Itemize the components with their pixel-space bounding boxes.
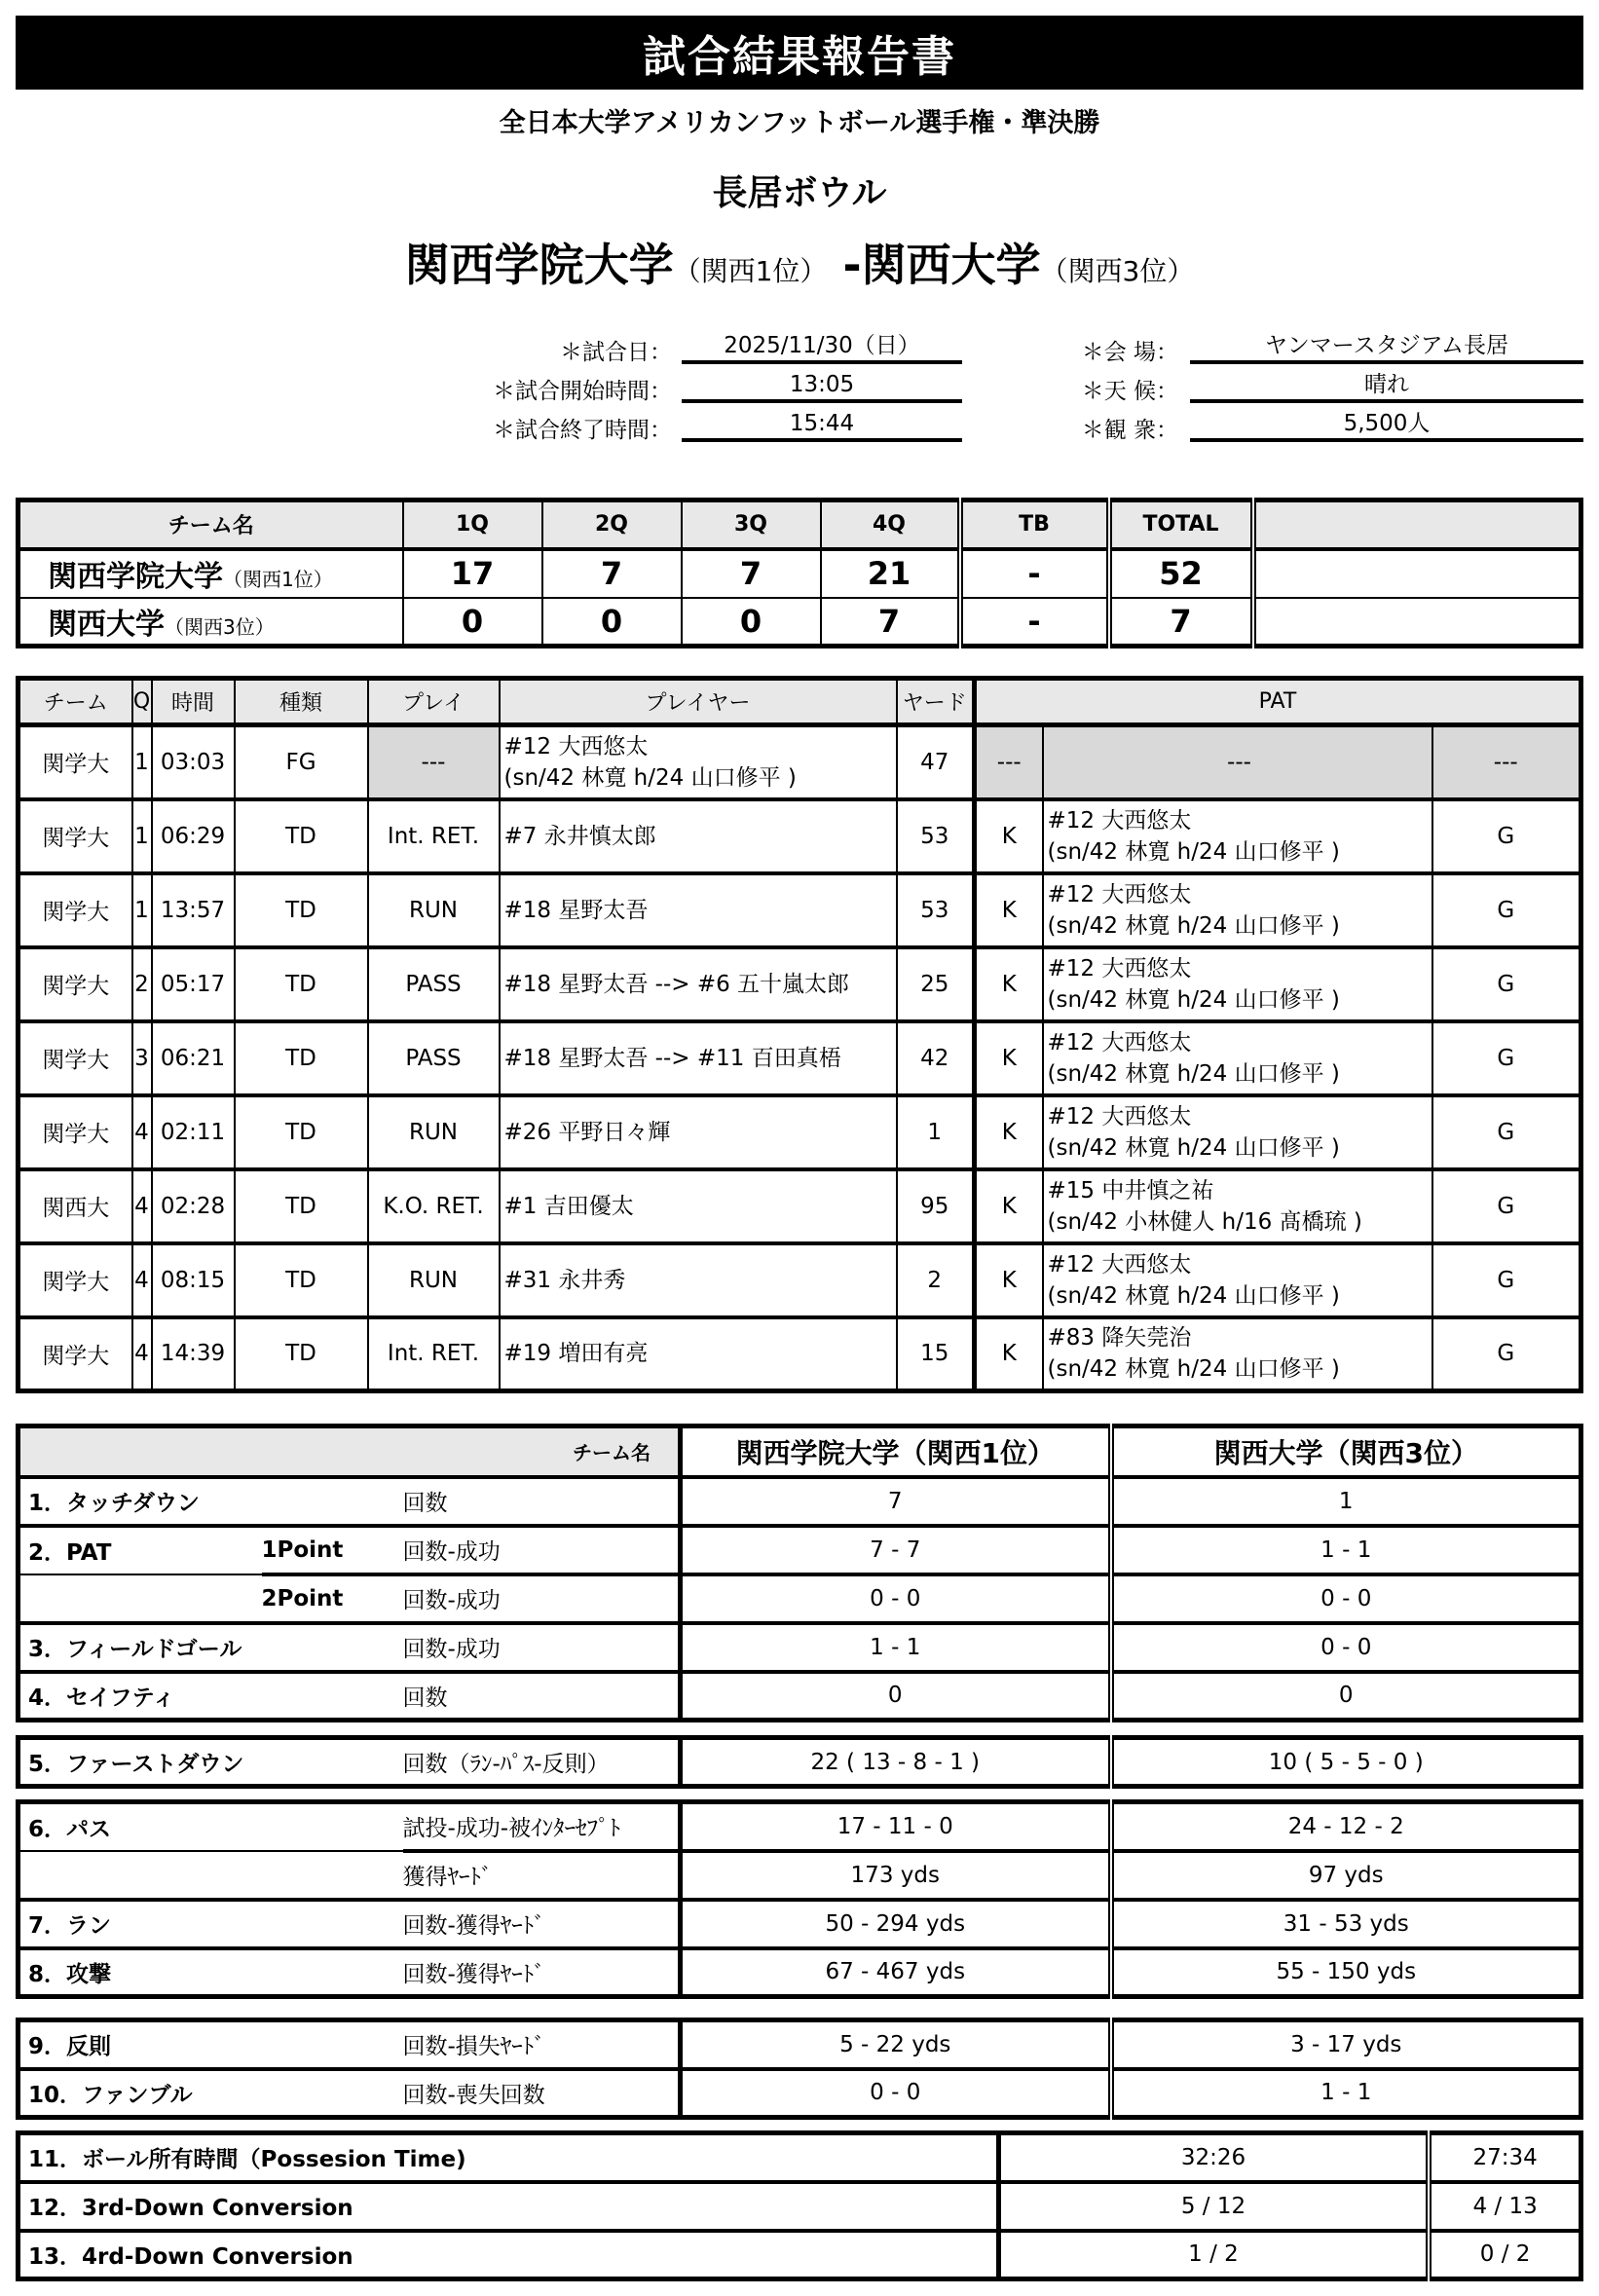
score-2q: 7 xyxy=(542,549,682,598)
pat-player xyxy=(1043,947,1432,1021)
header-time: 時間 xyxy=(152,679,235,725)
matchup-title xyxy=(0,230,1599,294)
play-quarter: 2 xyxy=(132,947,152,1021)
play-kind: PASS xyxy=(368,1021,500,1095)
stat-row-third-down xyxy=(19,2182,1581,2231)
pat-result: G xyxy=(1432,1021,1581,1095)
play-player xyxy=(500,799,897,873)
stat-row-fourth-down xyxy=(19,2231,1581,2279)
pat-kicker: #12 大西悠太 xyxy=(1047,1103,1192,1129)
play-type: TD xyxy=(235,799,368,873)
stat-row-offense xyxy=(19,1948,1581,1997)
end-time-value: 15:44 xyxy=(682,409,962,442)
stat-value-team1: 50 - 294 yds xyxy=(681,1900,1111,1948)
stat-sublabel: 回数（ﾗﾝ-ﾊﾟｽ-反則） xyxy=(403,1738,681,1787)
header-total: TOTAL xyxy=(1109,500,1253,549)
stat-sublabel: 回数 xyxy=(403,1477,681,1526)
away-team-rank: （関西3位） xyxy=(1040,255,1195,287)
play-quarter: 3 xyxy=(132,1021,152,1095)
stat-value-team2: 0 - 0 xyxy=(1111,1623,1581,1672)
stat-value-team2: 27:34 xyxy=(1429,2133,1580,2182)
play-time: 06:21 xyxy=(152,1021,235,1095)
play-team: 関学大 xyxy=(19,1021,132,1095)
stat-value-team1: 1 - 1 xyxy=(681,1623,1111,1672)
score-team xyxy=(19,598,403,647)
score-2q: 0 xyxy=(542,598,682,647)
stat-value-team1: 5 - 22 yds xyxy=(681,2020,1111,2069)
stat-sublabel: 回数-損失ﾔｰﾄﾞ xyxy=(403,2020,681,2069)
team-name: 関西学院大学 xyxy=(48,560,223,594)
play-team: 関学大 xyxy=(19,1095,132,1169)
pat-holders: (sn/42 林寛 h/24 山口修平 ) xyxy=(1047,1356,1340,1383)
pat-player xyxy=(1043,1169,1432,1243)
pat-type: K xyxy=(975,1021,1043,1095)
stat-row-fumble xyxy=(19,2069,1581,2118)
play-player xyxy=(500,1243,897,1317)
play-time: 02:28 xyxy=(152,1169,235,1243)
player-main: #18 星野太吾 xyxy=(503,897,649,923)
player-main: #7 永井慎太郎 xyxy=(503,823,656,849)
venue-value: ヤンマースタジアム長居 xyxy=(1190,331,1583,364)
header-1q: 1Q xyxy=(403,500,542,549)
play-type: TD xyxy=(235,947,368,1021)
play-player xyxy=(500,1021,897,1095)
stat-label: 8．攻撃 xyxy=(19,1948,262,1997)
stat-value-team2: 55 - 150 yds xyxy=(1111,1948,1581,1997)
player-main: #18 星野太吾 --> #11 百田真梧 xyxy=(503,1045,841,1071)
stat-label: 10．ファンブル xyxy=(19,2069,262,2118)
stat-value-team2: 4 / 13 xyxy=(1429,2182,1580,2231)
scoring-play-row xyxy=(19,1317,1581,1391)
play-quarter: 1 xyxy=(132,873,152,947)
play-yards: 25 xyxy=(897,947,975,1021)
scoring-play-row xyxy=(19,873,1581,947)
stat-value-team1: 7 - 7 xyxy=(681,1526,1111,1574)
score-1q: 17 xyxy=(403,549,542,598)
header-blank xyxy=(1253,500,1581,549)
stat-value-team2: 0 xyxy=(1111,1672,1581,1721)
play-yards: 1 xyxy=(897,1095,975,1169)
stats-table-firstdown xyxy=(16,1735,1583,1789)
pat-result: G xyxy=(1432,1095,1581,1169)
stat-value-team1: 0 - 0 xyxy=(681,2069,1111,2118)
stat-sublabel: 回数-成功 xyxy=(403,1526,681,1574)
pat-result: G xyxy=(1432,1169,1581,1243)
play-yards: 53 xyxy=(897,873,975,947)
scoreboard-header xyxy=(19,500,1581,549)
stat-row-safety xyxy=(19,1672,1581,1721)
score-row xyxy=(19,549,1581,598)
play-quarter: 4 xyxy=(132,1169,152,1243)
play-kind: Int. RET. xyxy=(368,1317,500,1391)
pat-kicker: #12 大西悠太 xyxy=(1047,1251,1192,1278)
play-yards: 53 xyxy=(897,799,975,873)
stat-value-team2: 1 xyxy=(1111,1477,1581,1526)
score-tb: - xyxy=(960,598,1109,647)
play-team: 関西大 xyxy=(19,1169,132,1243)
stat-row-pass-yards xyxy=(19,1851,1581,1900)
score-tb: - xyxy=(960,549,1109,598)
stat-label: 4．セイフティ xyxy=(19,1672,262,1721)
pat-player xyxy=(1043,1021,1432,1095)
header-type: 種類 xyxy=(235,679,368,725)
stat-row-possession xyxy=(19,2133,1581,2182)
stat-value-team1: 0 xyxy=(681,1672,1111,1721)
stat-value-team2: 24 - 12 - 2 xyxy=(1111,1802,1581,1851)
pat-type: K xyxy=(975,1317,1043,1391)
play-time: 03:03 xyxy=(152,725,235,799)
date-label: ＊試合日： xyxy=(560,340,672,365)
pat-kicker: --- xyxy=(1227,749,1251,775)
team-rank: （関西3位） xyxy=(165,614,275,639)
team-rank: （関西1位） xyxy=(223,568,333,591)
play-kind: RUN xyxy=(368,1095,500,1169)
player-main: #19 増田有亮 xyxy=(503,1341,649,1367)
play-player xyxy=(500,947,897,1021)
stat-sublabel: 回数-獲得ﾔｰﾄﾞ xyxy=(403,1900,681,1948)
stat-label: 11．ボール所有時間（Possesion Time) xyxy=(19,2133,999,2182)
stats-table-offense xyxy=(16,1799,1583,1999)
pat-player xyxy=(1043,1095,1432,1169)
scoring-play-row xyxy=(19,1095,1581,1169)
pat-type: K xyxy=(975,947,1043,1021)
play-player xyxy=(500,873,897,947)
pat-holders: (sn/42 林寛 h/24 山口修平 ) xyxy=(1047,1134,1340,1161)
pat-kicker: #12 大西悠太 xyxy=(1047,1029,1192,1055)
pat-kicker: #12 大西悠太 xyxy=(1047,807,1192,833)
player-main: #26 平野日々輝 xyxy=(503,1119,671,1145)
pat-result: G xyxy=(1432,1317,1581,1391)
bowl-name: 長居ボウル xyxy=(712,173,887,213)
pat-holders: (sn/42 林寛 h/24 山口修平 ) xyxy=(1047,1282,1340,1309)
stats-table-efficiency xyxy=(16,2130,1583,2281)
stats-table-scoring xyxy=(16,1424,1583,1722)
plays-header xyxy=(19,679,1581,725)
stat-sublabel: 回数 xyxy=(403,1672,681,1721)
stat-row-run xyxy=(19,1900,1581,1948)
home-team-rank: （関西1位） xyxy=(673,255,828,287)
stat-row-pass-attempts xyxy=(19,1802,1581,1851)
play-quarter: 4 xyxy=(132,1095,152,1169)
stat-category: 1Point xyxy=(262,1526,403,1574)
stat-label: 6．パス xyxy=(28,1816,112,1842)
stat-row-touchdown xyxy=(19,1477,1581,1526)
stat-label: 7．ラン xyxy=(19,1900,262,1948)
stat-label: 13．4rd-Down Conversion xyxy=(19,2231,999,2279)
play-team: 関学大 xyxy=(19,1243,132,1317)
report-title: 試合結果報告書 xyxy=(16,16,1583,90)
play-kind: RUN xyxy=(368,1243,500,1317)
play-team: 関学大 xyxy=(19,947,132,1021)
play-quarter: 1 xyxy=(132,799,152,873)
pat-type: K xyxy=(975,799,1043,873)
play-team: 関学大 xyxy=(19,799,132,873)
score-1q: 0 xyxy=(403,598,542,647)
stat-value-team2: 10 ( 5 - 5 - 0 ) xyxy=(1111,1738,1581,1787)
play-team: 関学大 xyxy=(19,873,132,947)
player-main: #31 永井秀 xyxy=(503,1267,626,1293)
pat-type: K xyxy=(975,873,1043,947)
venue-label: ＊会 場： xyxy=(1081,340,1178,365)
pat-type: K xyxy=(975,1243,1043,1317)
stats-header xyxy=(19,1426,1581,1477)
play-yards: 47 xyxy=(897,725,975,799)
pat-result: G xyxy=(1432,873,1581,947)
pat-holders: (sn/42 林寛 h/24 山口修平 ) xyxy=(1047,1060,1340,1087)
play-time: 05:17 xyxy=(152,947,235,1021)
play-time: 06:29 xyxy=(152,799,235,873)
weather-label: ＊天 候： xyxy=(1081,379,1178,404)
header-play: プレイ xyxy=(368,679,500,725)
pat-result: G xyxy=(1432,1243,1581,1317)
header-4q: 4Q xyxy=(821,500,960,549)
score-total: 52 xyxy=(1109,549,1253,598)
scoring-play-row xyxy=(19,725,1581,799)
pat-type: K xyxy=(975,1095,1043,1169)
header-team: チーム xyxy=(19,679,132,725)
pat-holders: (sn/42 小林健人 h/16 髙橋琉 ) xyxy=(1047,1208,1362,1235)
stat-sublabel: 回数-喪失回数 xyxy=(403,2069,681,2118)
play-type: TD xyxy=(235,1243,368,1317)
score-3q: 7 xyxy=(682,549,821,598)
stat-value-team2: 0 / 2 xyxy=(1429,2231,1580,2279)
attendance-label: ＊観 衆： xyxy=(1081,418,1178,443)
attendance-value: 5,500人 xyxy=(1190,409,1583,442)
stat-value-team1: 22 ( 13 - 8 - 1 ) xyxy=(681,1738,1111,1787)
scoring-play-row xyxy=(19,1169,1581,1243)
header-pat: PAT xyxy=(975,679,1581,725)
pat-kicker: #12 大西悠太 xyxy=(1047,955,1192,981)
scoring-play-row xyxy=(19,1021,1581,1095)
pat-holders: (sn/42 林寛 h/24 山口修平 ) xyxy=(1047,912,1340,939)
stat-value-team1: 173 yds xyxy=(681,1851,1111,1900)
stat-value-team2: 0 - 0 xyxy=(1111,1574,1581,1623)
stat-value-team1: 7 xyxy=(681,1477,1111,1526)
end-time-label: ＊試合終了時間： xyxy=(493,418,672,443)
play-type: TD xyxy=(235,873,368,947)
score-4q: 21 xyxy=(821,549,960,598)
stats-team1-name: 関西学院大学（関西1位） xyxy=(681,1426,1111,1477)
away-team-name: 関西大学 xyxy=(861,239,1041,291)
stat-sublabel: 試投-成功-被ｲﾝﾀｰｾﾌﾟﾄ xyxy=(403,1802,681,1851)
stat-value-team1: 32:26 xyxy=(998,2133,1429,2182)
header-yards: ヤード xyxy=(897,679,975,725)
stat-value-team2: 3 - 17 yds xyxy=(1111,2020,1581,2069)
play-time: 13:57 xyxy=(152,873,235,947)
team-name: 関西大学 xyxy=(48,607,165,642)
header-player: プレイヤー xyxy=(500,679,897,725)
play-player xyxy=(500,1169,897,1243)
play-time: 14:39 xyxy=(152,1317,235,1391)
stat-label: 3．フィールドゴール xyxy=(19,1623,262,1672)
score-row xyxy=(19,598,1581,647)
stat-value-team1: 1 / 2 xyxy=(998,2231,1429,2279)
start-time-label: ＊試合開始時間： xyxy=(493,379,672,404)
stats-header-label: チーム名 xyxy=(19,1426,681,1477)
play-type: TD xyxy=(235,1317,368,1391)
header-tb: TB xyxy=(960,500,1109,549)
play-kind: Int. RET. xyxy=(368,799,500,873)
pat-type: K xyxy=(975,1169,1043,1243)
stat-row-fieldgoal xyxy=(19,1623,1581,1672)
play-yards: 15 xyxy=(897,1317,975,1391)
stat-label: 1．タッチダウン xyxy=(19,1477,262,1526)
date-value: 2025/11/30（日） xyxy=(682,331,962,364)
home-team-name: 関西学院大学 xyxy=(404,239,674,291)
pat-result: G xyxy=(1432,947,1581,1021)
play-kind: K.O. RET. xyxy=(368,1169,500,1243)
stat-category: 2Point xyxy=(262,1574,403,1623)
pat-holders: (sn/42 林寛 h/24 山口修平 ) xyxy=(1047,986,1340,1013)
matchup-separator: - xyxy=(842,239,862,291)
stat-row-penalty xyxy=(19,2020,1581,2069)
stat-sublabel: 獲得ﾔｰﾄﾞ xyxy=(403,1851,681,1900)
play-yards: 2 xyxy=(897,1243,975,1317)
pat-kicker: #12 大西悠太 xyxy=(1047,881,1192,907)
player-main: #12 大西悠太 xyxy=(503,733,649,759)
player-sub: (sn/42 林寛 h/24 山口修平 ) xyxy=(503,764,797,791)
pat-holders: (sn/42 林寛 h/24 山口修平 ) xyxy=(1047,838,1340,865)
header-quarter: Q xyxy=(132,679,152,725)
stat-value-team2: 1 - 1 xyxy=(1111,2069,1581,2118)
pat-player xyxy=(1043,1243,1432,1317)
stat-row-pat-2point xyxy=(19,1574,1581,1623)
scoring-play-row xyxy=(19,1243,1581,1317)
play-player xyxy=(500,1095,897,1169)
stat-sublabel: 回数-成功 xyxy=(403,1574,681,1623)
pat-result: G xyxy=(1432,799,1581,873)
play-player xyxy=(500,1317,897,1391)
play-player xyxy=(500,725,897,799)
play-time: 08:15 xyxy=(152,1243,235,1317)
pat-kicker: #83 降矢莞治 xyxy=(1047,1325,1192,1352)
play-kind: --- xyxy=(368,725,500,799)
scoring-play-row xyxy=(19,799,1581,873)
stat-value-team1: 17 - 11 - 0 xyxy=(681,1802,1111,1851)
play-kind: RUN xyxy=(368,873,500,947)
play-yards: 42 xyxy=(897,1021,975,1095)
play-quarter: 4 xyxy=(132,1317,152,1391)
play-yards: 95 xyxy=(897,1169,975,1243)
start-time-value: 13:05 xyxy=(682,370,962,403)
competition-name: 全日本大学アメリカンフットボール選手権・準決勝 xyxy=(499,108,1100,138)
play-team: 関学大 xyxy=(19,725,132,799)
play-quarter: 4 xyxy=(132,1243,152,1317)
player-main: #1 吉田優太 xyxy=(503,1193,634,1219)
stat-row-pat-1point xyxy=(19,1526,1581,1574)
stat-label: 5．ファーストダウン xyxy=(19,1738,262,1787)
pat-player xyxy=(1043,1317,1432,1391)
play-type: FG xyxy=(235,725,368,799)
pat-player xyxy=(1043,725,1432,799)
stat-value-team2: 1 - 1 xyxy=(1111,1526,1581,1574)
pat-player xyxy=(1043,799,1432,873)
play-type: TD xyxy=(235,1169,368,1243)
pat-type: --- xyxy=(975,725,1043,799)
play-kind: PASS xyxy=(368,947,500,1021)
header-team: チーム名 xyxy=(19,500,403,549)
stats-table-turnovers xyxy=(16,2018,1583,2120)
score-blank xyxy=(1253,598,1581,647)
stat-label: 2．PAT xyxy=(28,1539,112,1566)
play-type: TD xyxy=(235,1095,368,1169)
pat-kicker: #15 中井慎之祐 xyxy=(1047,1177,1214,1204)
play-team: 関学大 xyxy=(19,1317,132,1391)
pat-player xyxy=(1043,873,1432,947)
stat-value-team2: 31 - 53 yds xyxy=(1111,1900,1581,1948)
play-quarter: 1 xyxy=(132,725,152,799)
score-team xyxy=(19,549,403,598)
player-main: #18 星野太吾 --> #6 五十嵐太郎 xyxy=(503,971,850,997)
stat-value-team1: 67 - 467 yds xyxy=(681,1948,1111,1997)
stat-row-firstdown xyxy=(19,1738,1581,1787)
stat-value-team2: 97 yds xyxy=(1111,1851,1581,1900)
header-3q: 3Q xyxy=(682,500,821,549)
stat-label: 9．反則 xyxy=(19,2020,262,2069)
pat-result: --- xyxy=(1432,725,1581,799)
stat-value-team1: 5 / 12 xyxy=(998,2182,1429,2231)
weather-value: 晴れ xyxy=(1190,370,1583,403)
play-time: 02:11 xyxy=(152,1095,235,1169)
scoreboard-table xyxy=(16,498,1583,648)
stats-team2-name: 関西大学（関西3位） xyxy=(1111,1426,1581,1477)
score-total: 7 xyxy=(1109,598,1253,647)
play-type: TD xyxy=(235,1021,368,1095)
stat-sublabel: 回数-成功 xyxy=(403,1623,681,1672)
header-2q: 2Q xyxy=(542,500,682,549)
stat-sublabel: 回数-獲得ﾔｰﾄﾞ xyxy=(403,1948,681,1997)
scoring-plays-table xyxy=(16,676,1583,1393)
score-blank xyxy=(1253,549,1581,598)
stat-value-team1: 0 - 0 xyxy=(681,1574,1111,1623)
score-3q: 0 xyxy=(682,598,821,647)
score-4q: 7 xyxy=(821,598,960,647)
scoring-play-row xyxy=(19,947,1581,1021)
stat-label: 12．3rd-Down Conversion xyxy=(19,2182,999,2231)
